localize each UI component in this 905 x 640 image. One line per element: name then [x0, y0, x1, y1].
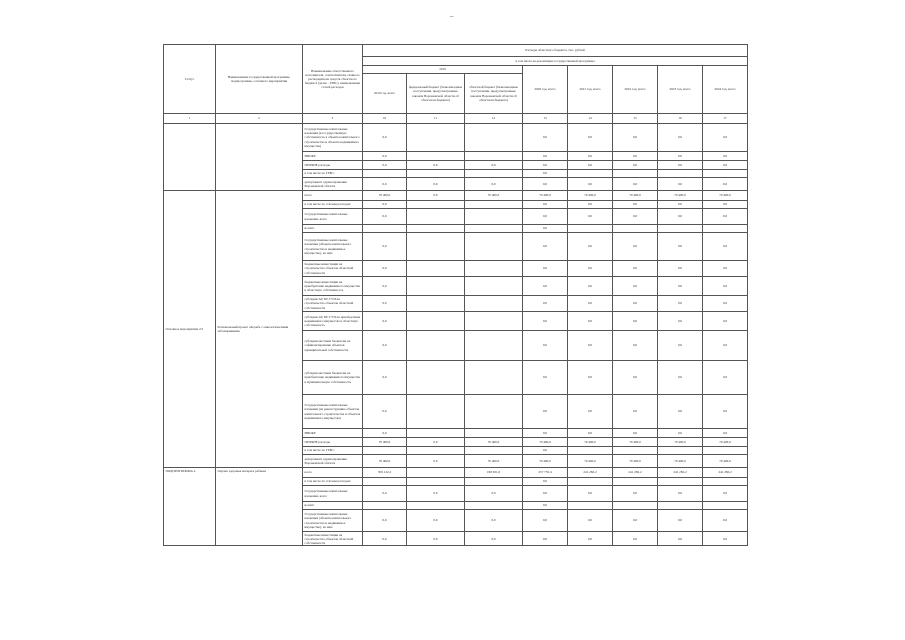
row-value-cell: 0,0 — [658, 152, 703, 161]
column-index: 14 — [568, 114, 613, 124]
row-value-cell: 0,0 — [523, 152, 568, 161]
row-value-cell: 0,0 — [613, 429, 658, 438]
row-program-name — [216, 124, 303, 191]
row-value-cell: 0,0 — [658, 209, 703, 225]
row-value-cell: 70 400,0 — [465, 191, 523, 201]
row-value-cell — [568, 478, 613, 486]
row-value-cell: 0,0 — [363, 233, 407, 261]
row-value-cell: 0,0 — [658, 201, 703, 209]
header-status: Статус — [164, 45, 216, 114]
row-value-cell — [407, 429, 465, 438]
column-index: 15 — [613, 114, 658, 124]
row-value-cell: 0,0 — [703, 429, 748, 438]
row-status: ПОДПРОГРАММА 4 — [164, 468, 216, 546]
row-value-cell: 0,0 — [703, 331, 748, 361]
row-value-cell: 70 400,0 — [658, 455, 703, 468]
row-value-cell: 0,0 — [465, 532, 523, 546]
row-value-cell — [407, 296, 465, 312]
row-value-cell — [407, 312, 465, 331]
row-value-cell: 0,0 — [523, 124, 568, 152]
header-year-2019: 2019 — [363, 66, 523, 74]
row-value-cell: 0,0 — [523, 478, 568, 486]
row-value-cell: 0,0 — [613, 178, 658, 191]
row-value-cell: 70 400,0 — [703, 438, 748, 447]
row-value-cell — [363, 170, 407, 178]
row-value-cell: 0,0 — [523, 178, 568, 191]
header-col-2024: 2024 год, всего — [703, 66, 748, 114]
row-value-cell: 0,0 — [568, 277, 613, 296]
row-source-label: субсидии местным бюджетам на приобретение недвижимого имущества в муниципальную собственность — [303, 361, 363, 395]
page-mark: – — [450, 12, 454, 20]
column-index: 3 — [303, 114, 363, 124]
row-value-cell: 70 400,0 — [465, 438, 523, 447]
row-source-label: в том числе по ГРБС: — [303, 447, 363, 455]
row-value-cell — [407, 478, 465, 486]
row-value-cell: 0,0 — [613, 510, 658, 532]
row-status — [164, 124, 216, 191]
row-source-label: из них: — [303, 502, 363, 510]
table-row — [164, 191, 748, 201]
row-value-cell: 0,0 — [568, 201, 613, 209]
row-source-label: в том числе по статьям расходов: — [303, 201, 363, 209]
row-value-cell: 0,0 — [703, 296, 748, 312]
row-value-cell: 0,0 — [363, 486, 407, 502]
row-value-cell: 0,0 — [703, 532, 748, 546]
row-source-label: департамент здравоохранения Воронежской области — [303, 455, 363, 468]
row-value-cell — [465, 478, 523, 486]
row-value-cell: 0,0 — [703, 233, 748, 261]
column-index: 17 — [703, 114, 748, 124]
row-value-cell: 0,0 — [613, 395, 658, 429]
row-source-label: департамент здравоохранения Воронежской области — [303, 178, 363, 191]
row-value-cell — [613, 225, 658, 233]
row-value-cell — [465, 447, 523, 455]
row-value-cell — [703, 170, 748, 178]
header-col-2020: 2020 год, всего — [523, 66, 568, 114]
budget-sheet — [163, 44, 747, 546]
row-value-cell: 0,0 — [465, 510, 523, 532]
row-value-cell — [465, 395, 523, 429]
row-value-cell: 0,0 — [613, 296, 658, 312]
row-value-cell: 241 282,2 — [613, 468, 658, 478]
header-col-federal: федеральный бюджет (безвозмездные поступления, предусмотренные законом Воронежской области об областном бюджете) — [407, 74, 465, 114]
row-value-cell: 0,0 — [523, 510, 568, 532]
header-col-2019-total: 2019 год, всего — [363, 74, 407, 114]
row-value-cell: 0,0 — [523, 331, 568, 361]
row-value-cell: 0,0 — [568, 209, 613, 225]
row-value-cell: 0,0 — [568, 296, 613, 312]
row-source-label: всего — [303, 191, 363, 201]
row-source-label: субсидии АУ, БУ, ГУП на приобретение недвижимого имущества в областную собственность — [303, 312, 363, 331]
row-value-cell: 0,0 — [363, 277, 407, 296]
column-index: 10 — [363, 114, 407, 124]
row-value-cell — [465, 261, 523, 277]
row-value-cell: 0,0 — [407, 438, 465, 447]
row-value-cell: 70 400,0 — [568, 455, 613, 468]
row-value-cell: 70 400,0 — [658, 438, 703, 447]
row-value-cell — [407, 201, 465, 209]
row-value-cell: 0,0 — [658, 124, 703, 152]
row-value-cell: 0,0 — [363, 510, 407, 532]
row-value-cell: 0,0 — [703, 124, 748, 152]
row-value-cell: 0,0 — [363, 209, 407, 225]
row-value-cell — [658, 170, 703, 178]
header-col-regional: областной бюджет (безвозмездные поступления, предусмотренные законом Воронежской области об областном бюджете) — [465, 74, 523, 114]
header-col-2023: 2023 год, всего — [658, 66, 703, 114]
row-value-cell: 0,0 — [465, 178, 523, 191]
row-value-cell — [407, 170, 465, 178]
row-source-label: всего — [303, 468, 363, 478]
row-value-cell: 70 400,0 — [363, 455, 407, 468]
row-source-label: Государственные капитальные вложения (в государственную собственность в объекты капитального строительства и объекты недвижимого имущества) — [303, 124, 363, 152]
row-value-cell: 0,0 — [363, 178, 407, 191]
row-value-cell: 0,0 — [407, 178, 465, 191]
row-value-cell — [407, 152, 465, 161]
row-value-cell: 0,0 — [568, 532, 613, 546]
row-value-cell: 0,0 — [523, 395, 568, 429]
row-value-cell — [703, 225, 748, 233]
row-value-cell: 70 400,0 — [523, 455, 568, 468]
budget-table-body — [164, 114, 748, 546]
row-value-cell — [465, 225, 523, 233]
column-index: 1 — [164, 114, 216, 124]
row-source-label: бюджетные инвестиции на строительство объектов областной собственности — [303, 261, 363, 277]
row-value-cell — [568, 170, 613, 178]
row-value-cell — [465, 277, 523, 296]
row-source-label: Государственные капитальные вложения (объекты капитального строительства и недвижимое имущество), из них: — [303, 233, 363, 261]
row-value-cell: 0,0 — [363, 201, 407, 209]
row-value-cell — [407, 209, 465, 225]
row-value-cell — [363, 502, 407, 510]
row-source-label: в том числе по ГРБС: — [303, 170, 363, 178]
row-value-cell: 70 400,0 — [363, 438, 407, 447]
row-value-cell: 0,0 — [703, 201, 748, 209]
row-value-cell — [613, 447, 658, 455]
column-index: 13 — [523, 114, 568, 124]
row-value-cell: 0,0 — [613, 261, 658, 277]
row-value-cell: 0,0 — [523, 170, 568, 178]
row-value-cell: 0,0 — [523, 225, 568, 233]
row-value-cell: 0,0 — [658, 277, 703, 296]
row-value-cell — [407, 124, 465, 152]
row-source-label: НИОКР — [303, 429, 363, 438]
row-value-cell: 0,0 — [568, 486, 613, 502]
row-value-cell — [568, 502, 613, 510]
column-index: 2 — [216, 114, 303, 124]
row-source-label: бюджетные инвестиции на строительство объектов областной собственности — [303, 532, 363, 546]
row-value-cell — [407, 261, 465, 277]
row-value-cell: 0,0 — [407, 191, 465, 201]
row-value-cell — [363, 225, 407, 233]
row-value-cell: 70 400,0 — [613, 455, 658, 468]
row-value-cell: 0,0 — [523, 486, 568, 502]
row-value-cell: 0,0 — [568, 124, 613, 152]
row-value-cell — [465, 429, 523, 438]
row-value-cell: 0,0 — [523, 429, 568, 438]
row-value-cell: 0,0 — [613, 486, 658, 502]
row-value-cell — [465, 124, 523, 152]
row-value-cell: 70 400,0 — [523, 191, 568, 201]
row-value-cell: 70 400,0 — [568, 438, 613, 447]
row-source-label: из них: — [303, 225, 363, 233]
row-value-cell — [465, 209, 523, 225]
row-value-cell: 0,0 — [363, 395, 407, 429]
row-source-label: НИОКР — [303, 152, 363, 161]
row-value-cell: 0,0 — [523, 312, 568, 331]
row-value-cell: 0,0 — [703, 395, 748, 429]
row-value-cell: 0,0 — [568, 161, 613, 170]
row-value-cell — [407, 225, 465, 233]
row-value-cell: 0,0 — [568, 261, 613, 277]
header-incl-program: в том числе на реализацию государственной программы — [363, 57, 748, 66]
row-value-cell — [613, 502, 658, 510]
row-value-cell — [407, 447, 465, 455]
row-value-cell — [407, 361, 465, 395]
row-value-cell: 0,0 — [658, 296, 703, 312]
row-value-cell: 0,0 — [568, 312, 613, 331]
row-source-label: Государственные капитальные вложения (объекты капитального строительства и недвижимое имущество), из них: — [303, 510, 363, 532]
row-value-cell: 0,0 — [703, 152, 748, 161]
row-value-cell: 0,0 — [363, 331, 407, 361]
row-value-cell — [465, 296, 523, 312]
row-source-label: ПРОЧИЕ расходы — [303, 438, 363, 447]
row-value-cell: 0,0 — [703, 510, 748, 532]
row-value-cell: 0,0 — [523, 261, 568, 277]
row-value-cell — [703, 502, 748, 510]
row-value-cell — [613, 170, 658, 178]
row-value-cell — [658, 225, 703, 233]
row-value-cell: 241 282,2 — [568, 468, 613, 478]
column-index-row — [164, 114, 748, 124]
row-value-cell: 241 282,2 — [658, 468, 703, 478]
row-value-cell: 359 122,2 — [363, 468, 407, 478]
row-value-cell: 0,0 — [465, 161, 523, 170]
row-value-cell — [363, 478, 407, 486]
row-value-cell: 0,0 — [568, 429, 613, 438]
row-value-cell: 70 400,0 — [465, 455, 523, 468]
row-value-cell: 0,0 — [658, 510, 703, 532]
row-value-cell: 0,0 — [523, 233, 568, 261]
row-value-cell — [465, 233, 523, 261]
row-value-cell — [407, 233, 465, 261]
row-value-cell: 0,0 — [523, 532, 568, 546]
row-value-cell: 198 301,0 — [465, 468, 523, 478]
budget-table — [163, 44, 748, 546]
row-value-cell: 0,0 — [363, 124, 407, 152]
row-value-cell: 0,0 — [613, 331, 658, 361]
row-value-cell: 0,0 — [703, 161, 748, 170]
row-source-label: в том числе по статьям расходов: — [303, 478, 363, 486]
row-value-cell: 70 400,0 — [363, 191, 407, 201]
row-value-cell — [465, 361, 523, 395]
row-value-cell: 0,0 — [465, 486, 523, 502]
row-value-cell: 0,0 — [613, 277, 658, 296]
row-value-cell: 0,0 — [568, 361, 613, 395]
row-value-cell: 0,0 — [658, 331, 703, 361]
row-value-cell: 0,0 — [613, 312, 658, 331]
row-value-cell: 0,0 — [703, 312, 748, 331]
row-value-cell — [407, 277, 465, 296]
row-source-label: Государственные капитальные вложения (на реконструкцию объектов капитального строительства и объектов недвижимого имущества) — [303, 395, 363, 429]
row-value-cell — [613, 478, 658, 486]
row-value-cell: 0,0 — [568, 395, 613, 429]
row-value-cell: 0,0 — [407, 486, 465, 502]
row-value-cell — [703, 447, 748, 455]
row-value-cell: 70 400,0 — [703, 455, 748, 468]
row-value-cell: 0,0 — [363, 312, 407, 331]
row-source-label: ПРОЧИЕ расходы — [303, 161, 363, 170]
row-value-cell: 0,0 — [407, 455, 465, 468]
header-col-2022: 2022 год, всего — [613, 66, 658, 114]
row-source-label: Государственные капитальные вложения, всего — [303, 209, 363, 225]
row-value-cell: 0,0 — [658, 261, 703, 277]
row-value-cell — [465, 502, 523, 510]
row-value-cell: 0,0 — [363, 296, 407, 312]
column-index: 12 — [465, 114, 523, 124]
row-value-cell: 0,0 — [523, 361, 568, 395]
header-budget-title: Расходы областного бюджета, тыс. рублей — [363, 45, 748, 57]
row-value-cell: 0,0 — [523, 447, 568, 455]
row-value-cell: 0,0 — [407, 532, 465, 546]
row-value-cell — [465, 331, 523, 361]
row-value-cell: 70 400,0 — [658, 191, 703, 201]
row-value-cell: 70 400,0 — [613, 438, 658, 447]
row-program-name: Региональный проект «Борьба с онкологическими заболеваниями» — [216, 191, 303, 468]
row-value-cell — [465, 201, 523, 209]
row-value-cell: 0,0 — [613, 201, 658, 209]
row-value-cell: 0,0 — [407, 161, 465, 170]
row-value-cell: 0,0 — [703, 486, 748, 502]
row-value-cell: 0,0 — [568, 331, 613, 361]
row-value-cell: 0,0 — [613, 124, 658, 152]
row-value-cell: 0,0 — [703, 178, 748, 191]
row-value-cell: 0,0 — [407, 510, 465, 532]
row-value-cell — [407, 468, 465, 478]
row-value-cell — [658, 447, 703, 455]
header-col-2021: 2021 год, всего — [568, 66, 613, 114]
header-program-name: Наименование государственной программы, подпрограммы, основного мероприятия — [216, 45, 303, 114]
row-value-cell — [568, 447, 613, 455]
table-row — [164, 124, 748, 152]
row-value-cell: 0,0 — [658, 361, 703, 395]
row-value-cell: 70 400,0 — [568, 191, 613, 201]
row-value-cell — [407, 331, 465, 361]
row-value-cell: 0,0 — [613, 209, 658, 225]
row-program-name: Охрана здоровья матери и ребенка — [216, 468, 303, 546]
row-value-cell: 0,0 — [523, 161, 568, 170]
row-status: Основное мероприятие 2.5 — [164, 191, 216, 468]
row-value-cell — [465, 312, 523, 331]
row-value-cell: 257 755,4 — [523, 468, 568, 478]
header-source: Наименование ответственного исполнителя, соисполнителя, главного распорядителя средств областного бюджета (далее - ГРБС), наименование статей расходов — [303, 45, 363, 114]
row-value-cell: 0,0 — [523, 209, 568, 225]
row-value-cell: 0,0 — [703, 261, 748, 277]
row-value-cell — [568, 225, 613, 233]
row-value-cell: 70 400,0 — [613, 191, 658, 201]
row-value-cell — [465, 170, 523, 178]
row-value-cell: 0,0 — [523, 502, 568, 510]
row-value-cell — [407, 395, 465, 429]
row-value-cell: 0,0 — [613, 361, 658, 395]
row-value-cell: 0,0 — [658, 532, 703, 546]
row-value-cell — [465, 152, 523, 161]
row-value-cell: 0,0 — [658, 233, 703, 261]
row-value-cell: 0,0 — [703, 361, 748, 395]
row-source-label: субсидии местным бюджетам на софинансирование объектов муниципальной собственности — [303, 331, 363, 361]
table-row — [164, 468, 748, 478]
column-index: 11 — [407, 114, 465, 124]
row-value-cell: 0,0 — [363, 532, 407, 546]
row-value-cell: 0,0 — [363, 429, 407, 438]
row-value-cell: 0,0 — [658, 312, 703, 331]
column-index: 16 — [658, 114, 703, 124]
row-value-cell: 0,0 — [568, 510, 613, 532]
row-source-label: субсидии АУ, БУ, ГУП на строительство объектов областной собственности — [303, 296, 363, 312]
row-value-cell: 0,0 — [568, 152, 613, 161]
row-value-cell: 0,0 — [363, 152, 407, 161]
row-value-cell: 241 282,2 — [703, 468, 748, 478]
row-value-cell: 0,0 — [568, 233, 613, 261]
row-value-cell — [658, 478, 703, 486]
row-value-cell: 0,0 — [703, 277, 748, 296]
row-value-cell: 0,0 — [523, 296, 568, 312]
row-value-cell: 0,0 — [613, 161, 658, 170]
row-source-label: бюджетные инвестиции на приобретение недвижимого имущества в областную собственность — [303, 277, 363, 296]
row-value-cell: 0,0 — [658, 429, 703, 438]
row-value-cell — [363, 447, 407, 455]
row-value-cell: 0,0 — [363, 161, 407, 170]
row-value-cell: 0,0 — [363, 361, 407, 395]
row-source-label: Государственные капитальные вложения, всего — [303, 486, 363, 502]
row-value-cell: 0,0 — [613, 233, 658, 261]
row-value-cell: 0,0 — [568, 178, 613, 191]
row-value-cell: 0,0 — [658, 486, 703, 502]
row-value-cell: 0,0 — [613, 152, 658, 161]
row-value-cell: 0,0 — [658, 178, 703, 191]
row-value-cell: 0,0 — [363, 261, 407, 277]
row-value-cell — [658, 502, 703, 510]
row-value-cell: 0,0 — [703, 209, 748, 225]
row-value-cell: 70 400,0 — [523, 438, 568, 447]
row-value-cell: 0,0 — [523, 277, 568, 296]
row-value-cell — [407, 502, 465, 510]
row-value-cell: 70 400,0 — [703, 191, 748, 201]
row-value-cell: 0,0 — [658, 395, 703, 429]
row-value-cell: 0,0 — [658, 161, 703, 170]
row-value-cell: 0,0 — [613, 532, 658, 546]
row-value-cell — [703, 478, 748, 486]
row-value-cell: 0,0 — [523, 201, 568, 209]
